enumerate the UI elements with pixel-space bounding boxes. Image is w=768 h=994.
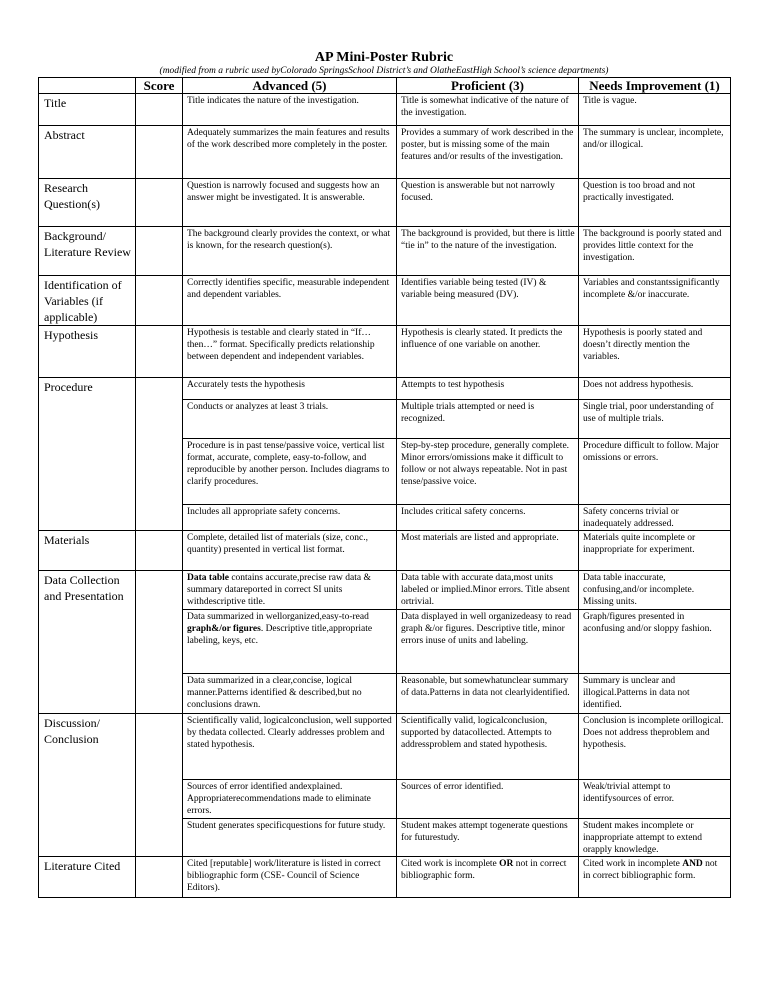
table-row [39, 714, 731, 780]
needs-improvement-cell: Weak/trivial attempt to identifysources of error. [579, 780, 731, 819]
score-cell [136, 857, 183, 898]
advanced-text: contains accurate,precise raw data & summary datareported in correct SI units withdescriptive title. [187, 573, 371, 607]
advanced-cell: The background clearly provides the context, or what is known, for the research question(s). [183, 227, 397, 276]
needs-improvement-cell: Student makes incomplete or inappropriate attempt to extend orapply knowledge. [579, 819, 731, 857]
advanced-cell [183, 571, 397, 610]
header-score: Score [136, 78, 183, 94]
category-procedure: Procedure [39, 378, 136, 531]
advanced-cell: Data summarized in a clear,concise, logical manner.Patterns identified & described,but no conclusions drawn. [183, 674, 397, 714]
score-cell [136, 714, 183, 857]
needs-improvement-cell: The background is poorly stated and provides little context for the investigation. [579, 227, 731, 276]
category-data-collection: Data Collection and Presentation [39, 571, 136, 714]
header-row [39, 78, 731, 94]
table-row [39, 276, 731, 326]
score-cell [136, 276, 183, 326]
header-blank [39, 78, 136, 94]
needs-improvement-cell: Does not address hypothesis. [579, 378, 731, 400]
category-variables: Identification of Variables (if applicable) [39, 276, 136, 326]
category-background: Background/ Literature Review [39, 227, 136, 276]
table-row [39, 126, 731, 179]
needs-improvement-cell: Data table inaccurate, confusing,and/or incomplete. Missing units. [579, 571, 731, 610]
category-research-question: Research Question(s) [39, 179, 136, 227]
advanced-cell: Student generates specificquestions for future study. [183, 819, 397, 857]
category-discussion: Discussion/ Conclusion [39, 714, 136, 857]
proficient-cell: Hypothesis is clearly stated. It predicts the influence of one variable on another. [397, 326, 579, 378]
category-literature-cited: Literature Cited [39, 857, 136, 898]
proficient-cell: Student makes attempt togenerate questions for futurestudy. [397, 819, 579, 857]
advanced-cell: Accurately tests the hypothesis [183, 378, 397, 400]
proficient-cell: Data displayed in well organizedeasy to read graph &/or figures. Descriptive title, minor errors inuse of units and labeling. [397, 610, 579, 674]
advanced-cell: Data summarized in wellorganized,easy-to-read graph&/or figures. Descriptive title,appropriate labeling, keys, etc. [183, 610, 397, 674]
needs-improvement-cell: Variables and constantssignificantly incomplete &/or inaccurate. [579, 276, 731, 326]
table-row [39, 571, 731, 610]
category-materials: Materials [39, 531, 136, 571]
table-row [39, 179, 731, 227]
score-cell [136, 94, 183, 126]
proficient-cell: Provides a summary of work described in the poster, but is missing some of the main features and/or results of the investigation. [397, 126, 579, 179]
needs-improvement-cell: Graph/figures presented in aconfusing and/or sloppy fashion. [579, 610, 731, 674]
proficient-cell: Multiple trials attempted or need is recognized. [397, 400, 579, 439]
proficient-cell: Sources of error identified. [397, 780, 579, 819]
table-row [39, 857, 731, 898]
category-abstract: Abstract [39, 126, 136, 179]
advanced-cell: Complete, detailed list of materials (size, conc., quantity) presented in vertical list format. [183, 531, 397, 571]
advanced-cell: Hypothesis is testable and clearly stated in “If… then…” format. Specifically predicts relationship between dependent and independent variables. [183, 326, 397, 378]
needs-improvement-cell: Single trial, poor understanding of use of multiple trials. [579, 400, 731, 439]
score-cell [136, 227, 183, 276]
advanced-cell: Procedure is in past tense/passive voice, vertical list format, accurate, complete, easy-to-follow, and reproducible by another person. Includes diagrams to clarify procedures. [183, 439, 397, 505]
proficient-cell: Identifies variable being tested (IV) & variable being measured (DV). [397, 276, 579, 326]
score-cell [136, 378, 183, 531]
advanced-cell: Sources of error identified andexplained. Appropriaterecommendations made to eliminate errors. [183, 780, 397, 819]
proficient-cell: Includes critical safety concerns. [397, 505, 579, 531]
advanced-cell: Cited [reputable] work/literature is listed in correct bibliographic form (CSE- Council of Science Editors). [183, 857, 397, 898]
score-cell [136, 326, 183, 378]
score-cell [136, 571, 183, 714]
table-row [39, 227, 731, 276]
proficient-cell: Attempts to test hypothesis [397, 378, 579, 400]
advanced-cell: Title indicates the nature of the investigation. [183, 94, 397, 126]
needs-improvement-cell: Question is too broad and not practically investigated. [579, 179, 731, 227]
advanced-cell: Adequately summarizes the main features and results of the work described more completely in the poster. [183, 126, 397, 179]
needs-improvement-cell: Summary is unclear and illogical.Patterns in data not identified. [579, 674, 731, 714]
header-proficient: Proficient (3) [397, 78, 579, 94]
needs-improvement-cell: Hypothesis is poorly stated and doesn’t directly mention the variables. [579, 326, 731, 378]
header-needs-improvement: Needs Improvement (1) [579, 78, 731, 94]
proficient-cell: Question is answerable but not narrowly focused. [397, 179, 579, 227]
needs-improvement-cell: Safety concerns trivial or inadequately addressed. [579, 505, 731, 531]
needs-improvement-cell: The summary is unclear, incomplete, and/or illogical. [579, 126, 731, 179]
proficient-cell: Step-by-step procedure, generally complete. Minor errors/omissions make it difficult to follow or not always repeatable. Not in past tense/passive voice. [397, 439, 579, 505]
advanced-cell: Question is narrowly focused and suggests how an answer might be investigated. It is answerable. [183, 179, 397, 227]
advanced-cell: Correctly identifies specific, measurable independent and dependent variables. [183, 276, 397, 326]
score-cell [136, 126, 183, 179]
needs-improvement-cell: Procedure difficult to follow. Major omissions or errors. [579, 439, 731, 505]
table-row [39, 94, 731, 126]
page-title: AP Mini-Poster Rubric [314, 50, 454, 65]
advanced-cell: Conducts or analyzes at least 3 trials. [183, 400, 397, 439]
proficient-cell: The background is provided, but there is little “tie in” to the nature of the investigation. [397, 227, 579, 276]
header-advanced: Advanced (5) [183, 78, 397, 94]
needs-improvement-cell: Conclusion is incomplete orillogical. Does not address theproblem and hypothesis. [579, 714, 731, 780]
table-row [39, 531, 731, 571]
advanced-cell: Scientifically valid, logicalconclusion, well supported by thedata collected. Clearly addresses problem and stated hypothesis. [183, 714, 397, 780]
score-cell [136, 179, 183, 227]
table-row [39, 378, 731, 400]
table-row [39, 326, 731, 378]
proficient-cell: Scientifically valid, logicalconclusion, supported by datacollected. Attempts to addressproblem and stated hypothesis. [397, 714, 579, 780]
needs-improvement-cell: Title is vague. [579, 94, 731, 126]
category-hypothesis: Hypothesis [39, 326, 136, 378]
page-subtitle: (modified from a rubric used byColorado SpringsSchool District’s and OlatheEastHigh School’s science departments) [159, 66, 609, 76]
needs-improvement-cell: Materials quite incomplete or inappropriate for experiment. [579, 531, 731, 571]
proficient-cell: Cited work is incomplete OR not in correct bibliographic form. [397, 857, 579, 898]
proficient-cell: Title is somewhat indicative of the nature of the investigation. [397, 94, 579, 126]
proficient-cell: Most materials are listed and appropriate. [397, 531, 579, 571]
proficient-cell: Data table with accurate data,most units labeled or implied.Minor errors. Title absent ortrivial. [397, 571, 579, 610]
score-cell [136, 531, 183, 571]
rubric-table [38, 77, 731, 898]
category-title: Title [39, 94, 136, 126]
needs-improvement-cell: Cited work in incomplete AND not in correct bibliographic form. [579, 857, 731, 898]
advanced-cell: Includes all appropriate safety concerns. [183, 505, 397, 531]
proficient-cell: Reasonable, but somewhatunclear summary of data.Patterns in data not clearlyidentified. [397, 674, 579, 714]
data-table-emphasis: Data table [187, 573, 229, 583]
